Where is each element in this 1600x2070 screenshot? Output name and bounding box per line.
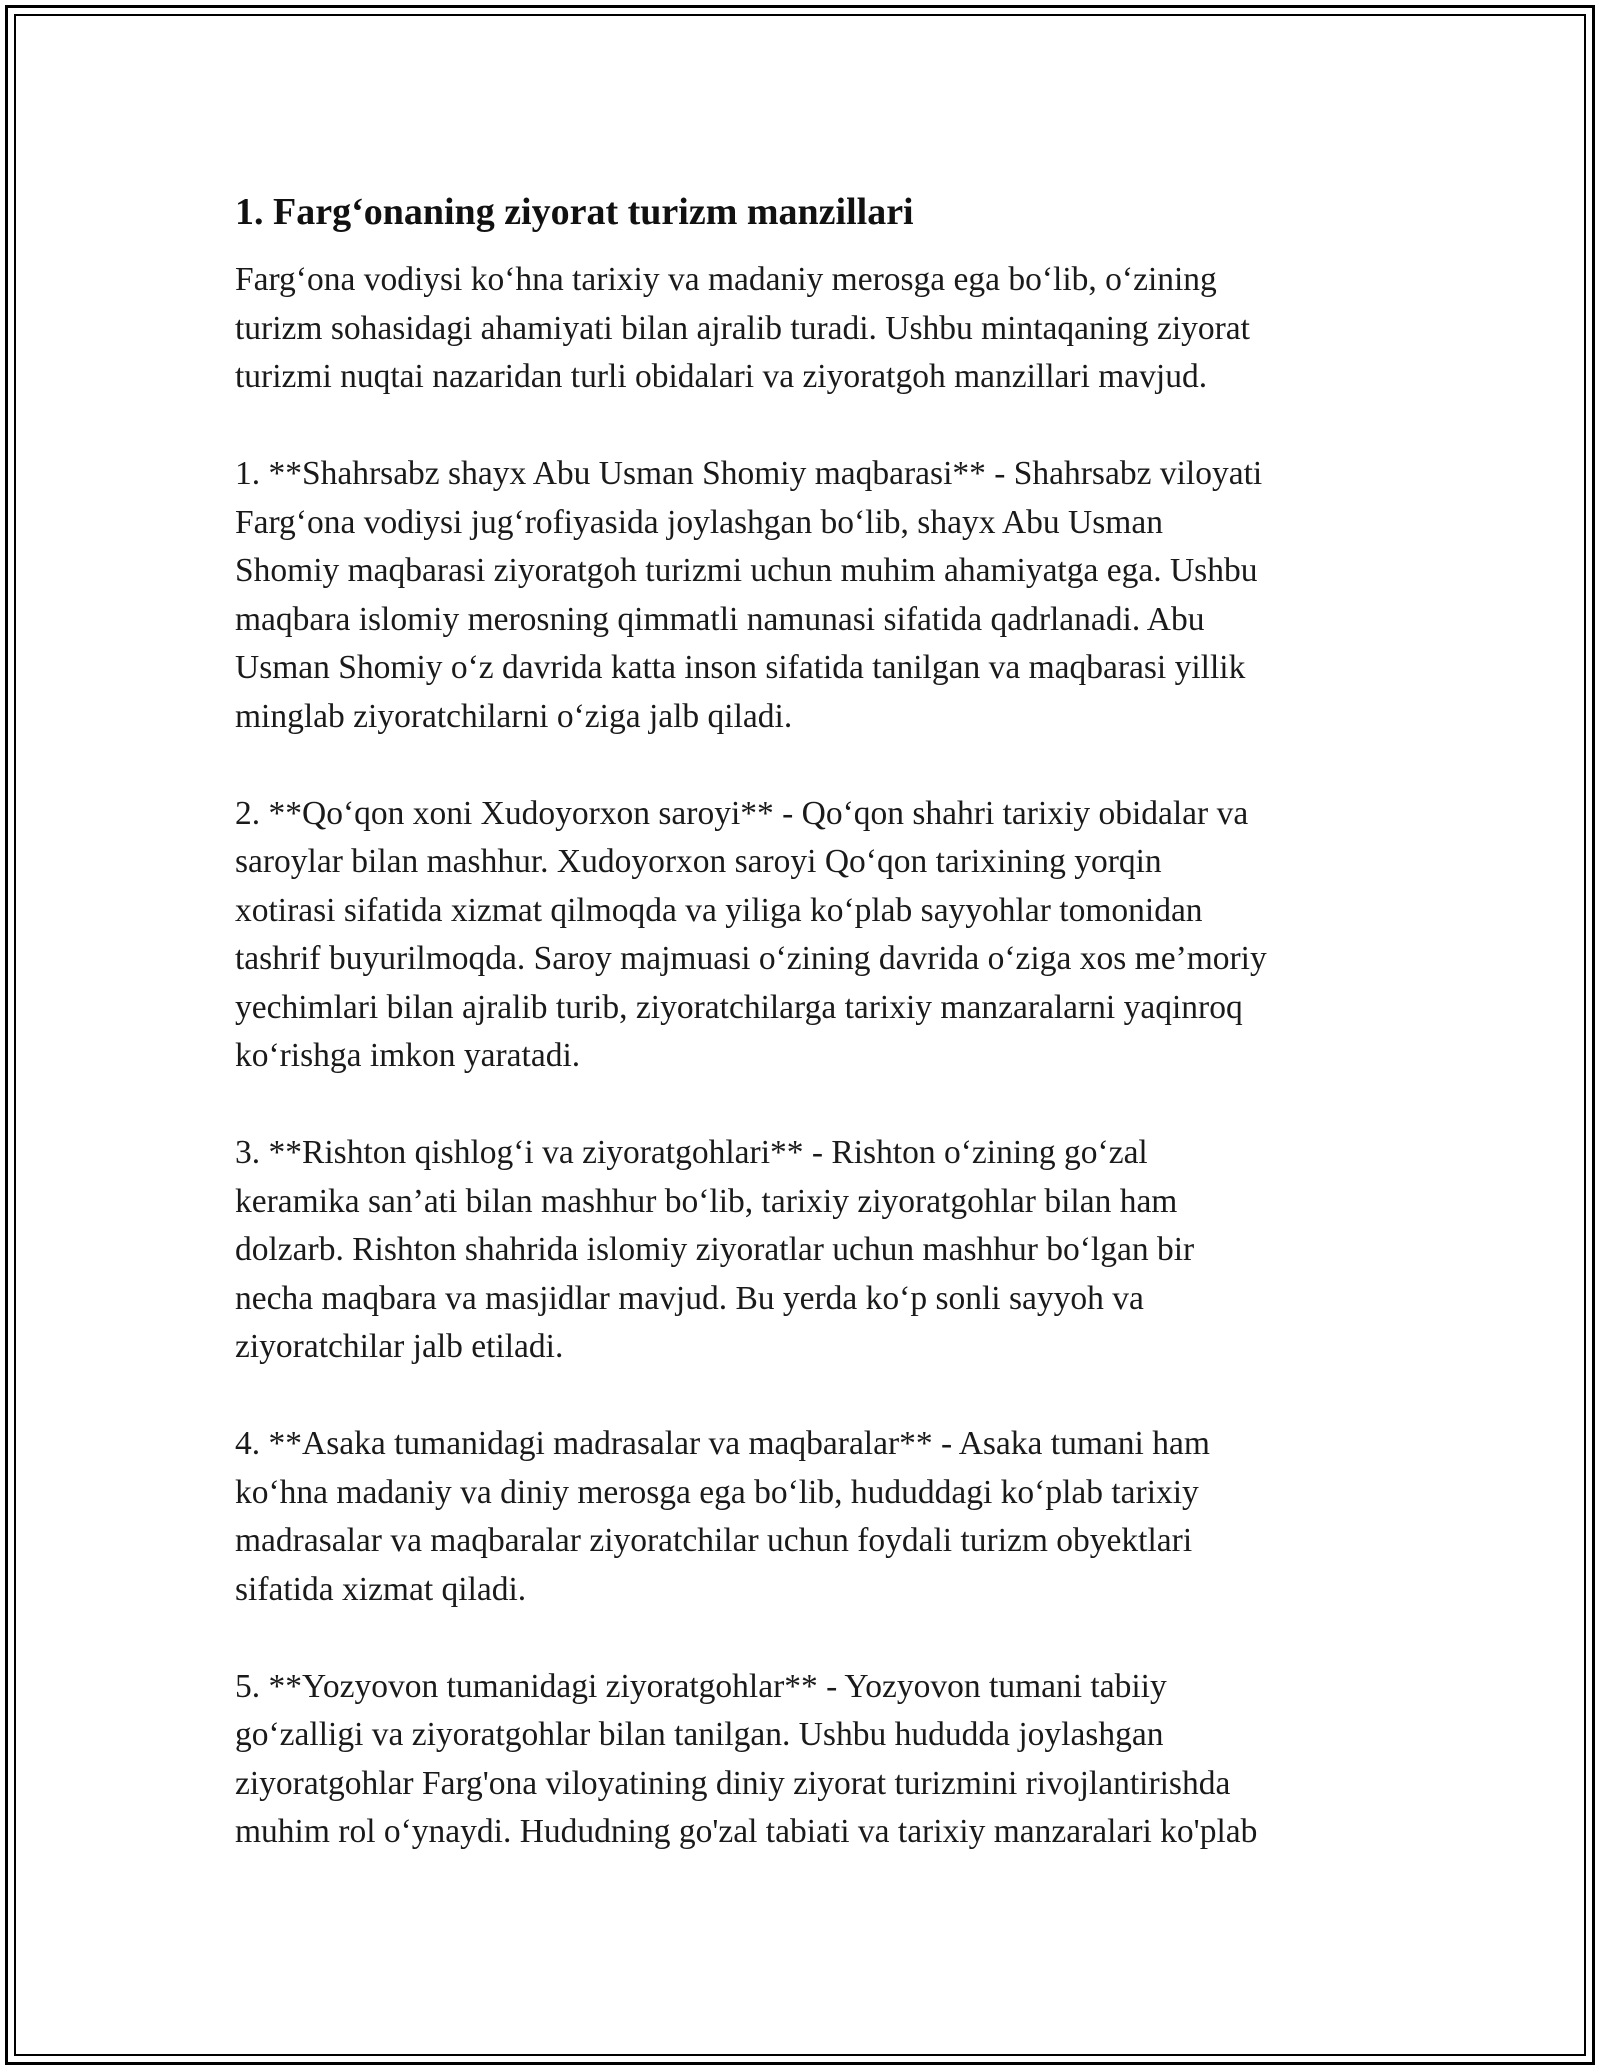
- list-item-3: 3. **Rishton qishlog‘i va ziyoratgohlari** - Rishton o‘zining go‘zal keramika san’ati bilan mashhur bo‘lib, tarixiy ziyoratgohlar bilan ham dolzarb. Rishton shahrida islomiy ziyoratlar uchun mashhur bo‘lgan bir necha maqbara va masjidlar mavjud. Bu yerda ko‘p sonli sayyoh va ziyoratchilar jalb etiladi.: [235, 1134, 1195, 1365]
- intro-paragraph: Farg‘ona vodiysi ko‘hna tarixiy va madaniy merosga ega bo‘lib, o‘zining turizm sohasidagi ahamiyati bilan ajralib turadi. Ushbu mintaqaning ziyorat turizmi nuqtai nazaridan turli obidalari va ziyoratgoh manzillari mavjud.: [235, 261, 1250, 395]
- list-item-2: 2. **Qo‘qon xoni Xudoyorxon saroyi** - Qo‘qon shahri tarixiy obidalar va saroylar bilan mashhur. Xudoyorxon saroyi Qo‘qon tarixining yorqin xotirasi sifatida xizmat qilmoqda va yiliga ko‘plab sayyohlar tomonidan tashrif buyurilmoqda. Saroy majmuasi o‘zining davrida o‘ziga xos me’moriy yechimlari bilan ajralib turib, ziyoratchilarga tarixiy manzaralarni yaqinroq ko‘rishga imkon yaratadi.: [235, 794, 1267, 1074]
- list-item-4: 4. **Asaka tumanidagi madrasalar va maqbaralar** - Asaka tumani ham ko‘hna madaniy va diniy merosga ega bo‘lib, hududdagi ko‘plab tarixiy madrasalar va maqbaralar ziyoratchilar uchun foydali turizm obyektlari sifatida xizmat qiladi.: [235, 1425, 1210, 1608]
- list-item-5: 5. **Yozyovon tumanidagi ziyoratgohlar** - Yozyovon tumani tabiiy go‘zalligi va ziyoratgohlar bilan tanilgan. Ushbu hududda joylashgan ziyoratgohlar Farg'ona viloyatining diniy ziyorat turizmini rivojlantirishda muhim rol o‘ynaydi. Hududning go'zal tabiati va tarixiy manzaralari ko'plab: [235, 1667, 1258, 1850]
- document-body: [235, 188, 1375, 1905]
- list-item-1: 1. **Shahrsabz shayx Abu Usman Shomiy maqbarasi** - Shahrsabz viloyati Farg‘ona vodiysi jug‘rofiyasida joylashgan bo‘lib, shayx Abu Usman Shomiy maqbarasi ziyoratgoh turizmi uchun muhim ahamiyatga ega. Ushbu maqbara islomiy merosning qimmatli namunasi sifatida qadrlanadi. Abu Usman Shomiy o‘z davrida katta inson sifatida tanilgan va maqbarasi yillik minglab ziyoratchilarni o‘ziga jalb qiladi.: [235, 455, 1263, 735]
- section-heading: 1. Farg‘onaning ziyorat turizm manzillari: [235, 191, 914, 233]
